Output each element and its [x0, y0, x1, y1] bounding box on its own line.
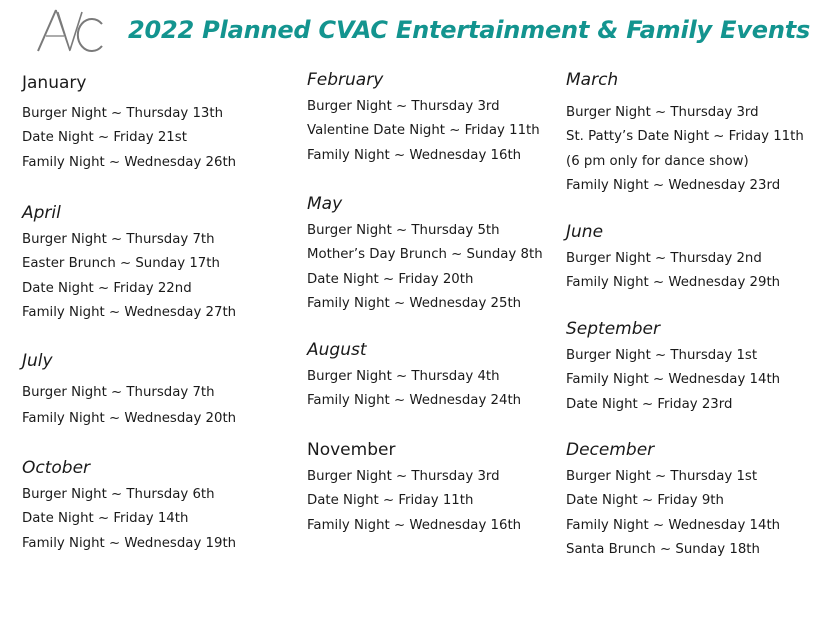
month-title: April [22, 203, 61, 223]
list-item: Burger Night ~ Thursday 3rd [566, 105, 759, 120]
list-item: Family Night ~ Wednesday 27th [22, 305, 237, 321]
list-item: (6 pm only for dance show) [566, 153, 749, 169]
list-item: Family Night ~ Wednesday 25th [307, 296, 522, 312]
page-title: 2022 Planned CVAC Entertainment & Family Events [128, 16, 811, 44]
month-title: October [22, 458, 91, 478]
month-title: July [22, 351, 53, 371]
event-list [307, 365, 521, 414]
event-list [307, 95, 540, 168]
month-title: January [22, 73, 87, 93]
list-item: Burger Night ~ Thursday 13th [22, 106, 224, 121]
event-list [22, 483, 236, 556]
month-march [566, 69, 804, 199]
list-item: Family Night ~ Wednesday 29th [566, 275, 781, 291]
list-item: Family Night ~ Wednesday 23rd [566, 178, 781, 194]
list-item: Family Night ~ Wednesday 14th [566, 372, 781, 388]
month-april [22, 202, 236, 326]
event-list [566, 247, 780, 296]
cvac-logo [34, 6, 106, 56]
month-august [307, 339, 521, 414]
event-list [22, 102, 236, 175]
month-title: June [566, 222, 604, 242]
month-title: May [307, 194, 343, 214]
list-item: Date Night ~ Friday 23rd [566, 396, 733, 412]
list-item: Burger Night ~ Thursday 7th [22, 232, 215, 247]
list-item: Burger Night ~ Thursday 3rd [307, 469, 500, 484]
list-item: Burger Night ~ Thursday 3rd [307, 99, 500, 114]
month-title: August [307, 340, 367, 360]
list-item: Date Night ~ Friday 9th [566, 493, 724, 509]
list-item: Date Night ~ Friday 14th [22, 511, 189, 527]
list-item: Date Night ~ Friday 11th [307, 493, 474, 509]
list-item: Family Night ~ Wednesday 14th [566, 517, 781, 533]
list-item: Burger Night ~ Thursday 7th [22, 385, 215, 400]
month-title: February [307, 70, 384, 90]
event-list [22, 228, 236, 326]
list-item: Mother’s Day Brunch ~ Sunday 8th [307, 247, 543, 263]
list-item: Santa Brunch ~ Sunday 18th [566, 542, 760, 558]
list-item: Burger Night ~ Thursday 1st [566, 469, 758, 484]
list-item: Family Night ~ Wednesday 16th [307, 517, 522, 533]
list-item: Date Night ~ Friday 20th [307, 271, 474, 287]
month-january [22, 72, 236, 175]
list-item: Easter Brunch ~ Sunday 17th [22, 256, 220, 272]
event-list [307, 219, 543, 317]
event-list [566, 344, 780, 417]
list-item: Date Night ~ Friday 22nd [22, 280, 192, 296]
list-item: Date Night ~ Friday 21st [22, 130, 187, 146]
list-item: Burger Night ~ Thursday 1st [566, 348, 758, 363]
list-item: Burger Night ~ Thursday 4th [307, 369, 500, 384]
list-item: Family Night ~ Wednesday 20th [22, 411, 237, 426]
month-june [566, 221, 780, 296]
month-title: December [566, 440, 655, 460]
list-item: Burger Night ~ Thursday 6th [22, 487, 215, 502]
month-title: March [566, 70, 619, 90]
month-february [307, 69, 540, 168]
month-title: September [566, 319, 660, 339]
month-july [22, 350, 236, 432]
list-item: Family Night ~ Wednesday 26th [22, 154, 237, 170]
event-list [566, 465, 780, 563]
month-title: November [307, 440, 396, 460]
event-list [566, 101, 804, 199]
month-december [566, 439, 780, 563]
list-item: Valentine Date Night ~ Friday 11th [307, 123, 540, 139]
list-item: Burger Night ~ Thursday 5th [307, 223, 500, 238]
event-list [22, 380, 236, 432]
list-item: St. Patty’s Date Night ~ Friday 11th [566, 129, 804, 145]
month-november [307, 439, 521, 538]
event-list [307, 465, 521, 538]
list-item: Family Night ~ Wednesday 16th [307, 147, 522, 163]
list-item: Family Night ~ Wednesday 19th [22, 535, 237, 551]
logo-mark-icon [34, 6, 106, 56]
list-item: Burger Night ~ Thursday 2nd [566, 251, 762, 266]
month-october [22, 457, 236, 556]
list-item: Family Night ~ Wednesday 24th [307, 393, 522, 409]
month-september [566, 318, 780, 417]
month-may [307, 193, 543, 317]
